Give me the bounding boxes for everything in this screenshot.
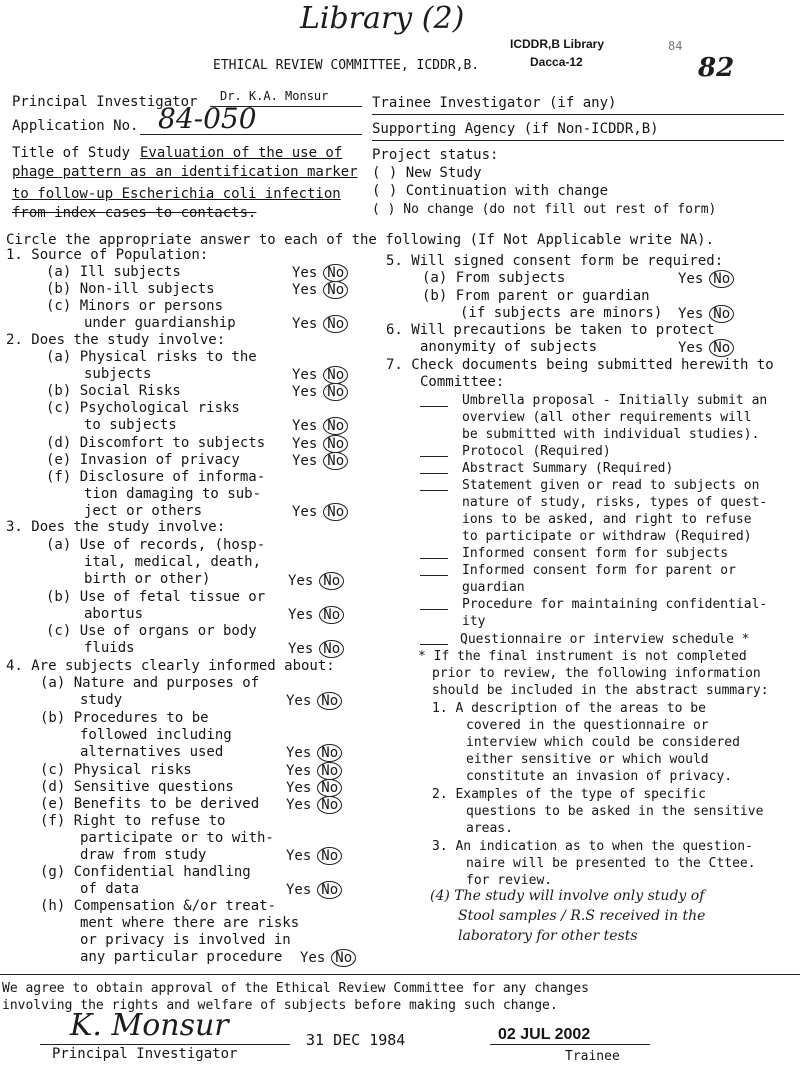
q4g-label: (g) Confidential handling [40,864,251,880]
pi-value: Dr. K.A. Monsur [220,89,329,103]
q1c-label: (c) Minors or persons [46,298,224,314]
project-status-label: Project status: [372,147,499,163]
q2a-label: (a) Physical risks to the [46,349,257,365]
q3b-answer: Yes No [288,606,344,624]
q2f-label-cont-1: tion damaging to sub- [84,486,262,502]
q2f-answer: Yes No [292,503,348,521]
q4d-answer: Yes No [286,779,342,797]
note-item-1-line-1: 1. A description of the areas to be [432,701,706,716]
q4b-label-cont-1: followed including [80,727,232,743]
page-number-handwritten: 82 [698,53,735,83]
q2c-label: (c) Psychological risks [46,400,240,416]
status-continuation: ( ) Continuation with change [372,183,609,199]
q4f-label-cont-2: draw from study [80,847,207,863]
q2c-label-cont: to subjects [84,417,177,433]
note-item-1-line-3: interview which could be considered [466,735,740,750]
doc-umbrella-line-3: be submitted with individual studies). [462,427,760,442]
q3a-label-cont-1: ital, medical, death, [84,554,262,570]
q5b-label: (b) From parent or guardian [422,288,650,304]
q6-heading: 6. Will precautions be taken to protect [386,322,715,338]
doc-consent-subjects: Informed consent form for subjects [462,546,729,561]
q2a-answer: Yes No [292,366,348,384]
pi-signature: K. Monsur [70,1008,229,1043]
study-title-label: Title of Study [12,145,131,161]
note-item-3-line-2: naire will be presented to the Cttee. [466,856,756,871]
doc-umbrella-line-2: overview (all other requirements will [462,410,752,425]
q4f-answer: Yes No [286,847,342,865]
note-item-2-line-3: areas. [466,821,513,836]
date-stamp-2002: 02 JUL 2002 [498,1026,591,1043]
note-item-2-line-1: 2. Examples of the type of specific [432,787,706,802]
doc-confidentiality-line-2: ity [462,614,486,629]
study-title-line-2: phage pattern as an identification marker [12,164,358,180]
q5b-answer: Yes No [678,305,734,323]
q4b-answer: Yes No [286,744,342,762]
doc-statement-line-3: ions to be asked, and right to refuse [462,512,752,527]
note-line-1: * If the final instrument is not completed [418,649,747,664]
q4h-label-cont-2: or privacy is involved in [80,932,291,948]
q6-heading-cont: anonymity of subjects [420,339,598,355]
library-stamp-city: Dacca-12 [530,55,583,69]
q3a-answer: Yes No [288,572,344,590]
q3b-label-cont: abortus [84,606,144,622]
q2f-label-cont-2: ject or others [84,503,203,519]
q3b-label: (b) Use of fetal tissue or [46,589,266,605]
note-line-2: prior to review, the following information [432,666,761,681]
handwritten-note-line-2: Stool samples / R.S received in the [458,908,706,924]
note-item-3-line-3: for review. [466,873,553,888]
q1a-answer: Yes No [292,264,348,282]
doc-confidentiality-line-1: Procedure for maintaining confidential- [462,597,768,612]
q1c-answer: Yes No [292,315,348,333]
pi-signature-label: Principal Investigator [52,1046,238,1062]
note-item-1-line-4: either sensitive or which would [466,752,709,767]
doc-abstract: Abstract Summary (Required) [462,461,674,476]
q3c-answer: Yes No [288,640,344,658]
note-item-1-line-2: covered in the questionnaire or [466,718,709,733]
q7-heading: 7. Check documents being submitted herewith to [386,357,774,373]
q4e-answer: Yes No [286,796,342,814]
library-handwritten-note: Library (2) [300,1,465,36]
handwritten-note-line-1: (4) The study will involve only study of [430,888,705,904]
q5a-label: (a) From subjects [422,270,566,286]
q1a-label: (a) Ill subjects [46,264,181,280]
doc-umbrella-line-1: Umbrella proposal - Initially submit an [462,393,768,408]
q4g-answer: Yes No [286,881,342,899]
library-stamp: ICDDR,B Library [510,37,605,51]
q4h-label-cont-3: any particular procedure [80,949,283,965]
date-stamp-1984: 31 DEC 1984 [306,1031,406,1049]
q2-heading: 2. Does the study involve: [6,332,226,348]
application-label: Application No. [12,118,139,134]
study-title-line-3: to follow-up Escherichia coli infection [12,186,341,202]
q2d-answer: Yes No [292,435,348,453]
agreement-line-2: involving the rights and welfare of subjects before making such change. [2,998,558,1013]
doc-statement-line-4: to participate or withdraw (Required) [462,529,752,544]
q3a-label: (a) Use of records, (hosp- [46,537,266,553]
q5b-label-cont: (if subjects are minors) [460,305,663,321]
instructions: Circle the appropriate answer to each of the following (If Not Applicable write NA). [6,232,715,248]
doc-consent-parent-line-1: Informed consent form for parent or [462,563,736,578]
q4a-label-cont: study [80,692,123,708]
q4f-label-cont-1: participate or to with- [80,830,274,846]
q4-heading: 4. Are subjects clearly informed about: [6,658,335,674]
q1b-answer: Yes No [292,281,348,299]
q4b-label-cont-2: alternatives used [80,744,224,760]
doc-statement-line-1: Statement given or read to subjects on [462,478,760,493]
doc-statement-line-2: nature of study, risks, types of quest- [462,495,768,510]
q2c-answer: Yes No [292,417,348,435]
committee-title: ETHICAL REVIEW COMMITTEE, ICDDR,B. [213,58,480,73]
note-item-1-line-5: constitute an invasion of privacy. [466,769,733,784]
q5a-answer: Yes No [678,270,734,288]
q4h-answer: Yes No [300,949,356,967]
agreement-line-1: We agree to obtain approval of the Ethical Review Committee for any changes [2,981,589,996]
q3c-label: (c) Use of organs or body [46,623,257,639]
stamp-date-partial: 84 [668,39,683,53]
q4c-label: (c) Physical risks [40,762,192,778]
q2e-answer: Yes No [292,452,348,470]
q4h-label-cont-1: ment where there are risks [80,915,300,931]
pi-label: Principal Investigator [12,94,198,110]
q4a-answer: Yes No [286,692,342,710]
application-number: 84-050 [158,102,257,135]
q2f-label: (f) Disclosure of informa- [46,469,266,485]
q2b-answer: Yes No [292,383,348,401]
q2b-label: (b) Social Risks [46,383,181,399]
q4g-label-cont: of data [80,881,140,897]
study-title-line-4: from index cases to contacts. [12,205,257,221]
note-item-3-line-1: 3. An indication as to when the question- [432,839,753,854]
status-new-study: ( ) New Study [372,165,482,181]
q1b-label: (b) Non-ill subjects [46,281,215,297]
q4h-label: (h) Compensation &/or treat- [40,898,277,914]
q4b-label: (b) Procedures to be [40,710,209,726]
q1-heading: 1. Source of Population: [6,247,209,263]
doc-questionnaire: Questionnaire or interview schedule * [460,632,750,647]
q3c-label-cont: fluids [84,640,135,656]
q4c-answer: Yes No [286,762,342,780]
study-title-line-1: Evaluation of the use of [140,145,343,161]
handwritten-note-line-3: laboratory for other tests [458,928,638,944]
q4f-label: (f) Right to refuse to [40,813,226,829]
status-no-change: ( ) No change (do not fill out rest of form) [372,202,717,217]
q4e-label: (e) Benefits to be derived [40,796,260,812]
q5-heading: 5. Will signed consent form be required: [386,253,724,269]
q3-heading: 3. Does the study involve: [6,519,226,535]
q2e-label: (e) Invasion of privacy [46,452,240,468]
note-item-2-line-2: questions to be asked in the sensitive [466,804,764,819]
q2a-label-cont: subjects [84,366,152,382]
trainee-investigator-label: Trainee Investigator (if any) [372,95,617,111]
note-line-3: should be included in the abstract summary: [432,683,769,698]
q7-heading-cont: Committee: [420,374,505,390]
q6-answer: Yes No [678,339,734,357]
q2d-label: (d) Discomfort to subjects [46,435,266,451]
trainee-signature-label: Trainee [565,1049,620,1064]
q4d-label: (d) Sensitive questions [40,779,234,795]
doc-protocol: Protocol (Required) [462,444,611,459]
q4a-label: (a) Nature and purposes of [40,675,260,691]
doc-consent-parent-line-2: guardian [462,580,525,595]
supporting-agency-label: Supporting Agency (if Non-ICDDR,B) [372,121,659,137]
q1c-label-cont: under guardianship [84,315,236,331]
q3a-label-cont-2: birth or other) [84,571,211,587]
